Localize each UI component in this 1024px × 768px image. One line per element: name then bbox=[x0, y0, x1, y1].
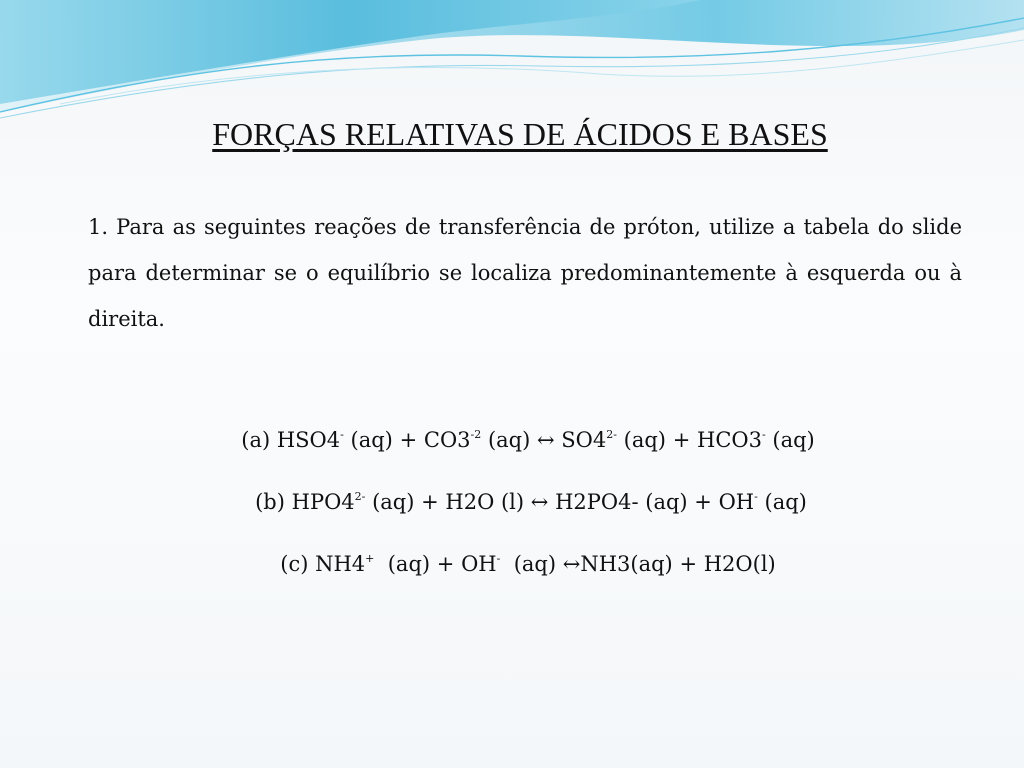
reaction-label: (a) bbox=[241, 428, 271, 452]
plus-sign: + bbox=[694, 490, 712, 514]
state: (aq) bbox=[350, 428, 393, 452]
state: (aq) bbox=[645, 490, 688, 514]
reaction-label: (b) bbox=[255, 490, 285, 514]
species: H2PO4- bbox=[555, 490, 639, 514]
plus-sign: + bbox=[672, 428, 691, 452]
reaction-label: (c) bbox=[280, 552, 309, 576]
species: H2O bbox=[445, 490, 495, 514]
state: (aq) bbox=[772, 428, 815, 452]
species: NH3(aq) bbox=[580, 552, 673, 576]
slide-title: FORÇAS RELATIVAS DE ÁCIDOS E BASES bbox=[212, 116, 828, 152]
equilibrium-arrow: ↔ bbox=[562, 552, 581, 576]
species: OH bbox=[461, 552, 497, 576]
plus-sign: + bbox=[399, 428, 418, 452]
equilibrium-arrow: ↔ bbox=[536, 428, 555, 452]
state: (aq) bbox=[487, 428, 531, 452]
plus-sign: + bbox=[421, 490, 439, 514]
species: OH bbox=[718, 490, 755, 514]
equilibrium-arrow: ↔ bbox=[530, 490, 549, 514]
charge: 2- bbox=[354, 490, 366, 503]
charge: - bbox=[761, 428, 766, 441]
species: NH4 bbox=[315, 552, 366, 576]
reaction-b bbox=[0, 480, 1024, 542]
species: CO3 bbox=[423, 428, 471, 452]
plus-sign: + bbox=[679, 552, 698, 576]
state: (aq) bbox=[372, 490, 415, 514]
reaction-c bbox=[0, 542, 1024, 604]
question-text: 1. Para as seguintes reações de transferência de próton, utilize a tabela do slide para determinar se o equilíbrio se localiza predominantemente à esquerda ou à direita. bbox=[88, 215, 962, 331]
charge: + bbox=[365, 552, 375, 565]
plus-sign: + bbox=[436, 552, 455, 576]
header-wave-decoration bbox=[0, 0, 1024, 130]
reaction-a bbox=[0, 418, 1024, 480]
species: H2O(l) bbox=[703, 552, 776, 576]
state: (aq) bbox=[623, 428, 667, 452]
state: (aq) bbox=[513, 552, 557, 576]
state: (aq) bbox=[387, 552, 431, 576]
charge: - bbox=[340, 428, 344, 441]
species: HCO3 bbox=[697, 428, 762, 452]
species: HSO4 bbox=[276, 428, 341, 452]
charge: -2 bbox=[470, 428, 482, 441]
charge: 2- bbox=[606, 428, 617, 441]
state: (l) bbox=[500, 490, 525, 514]
state: (aq) bbox=[764, 490, 807, 514]
species: SO4 bbox=[561, 428, 607, 452]
charge: - bbox=[754, 490, 758, 503]
reactions-list bbox=[0, 418, 1024, 604]
species: HPO4 bbox=[291, 490, 355, 514]
charge: - bbox=[496, 552, 501, 565]
